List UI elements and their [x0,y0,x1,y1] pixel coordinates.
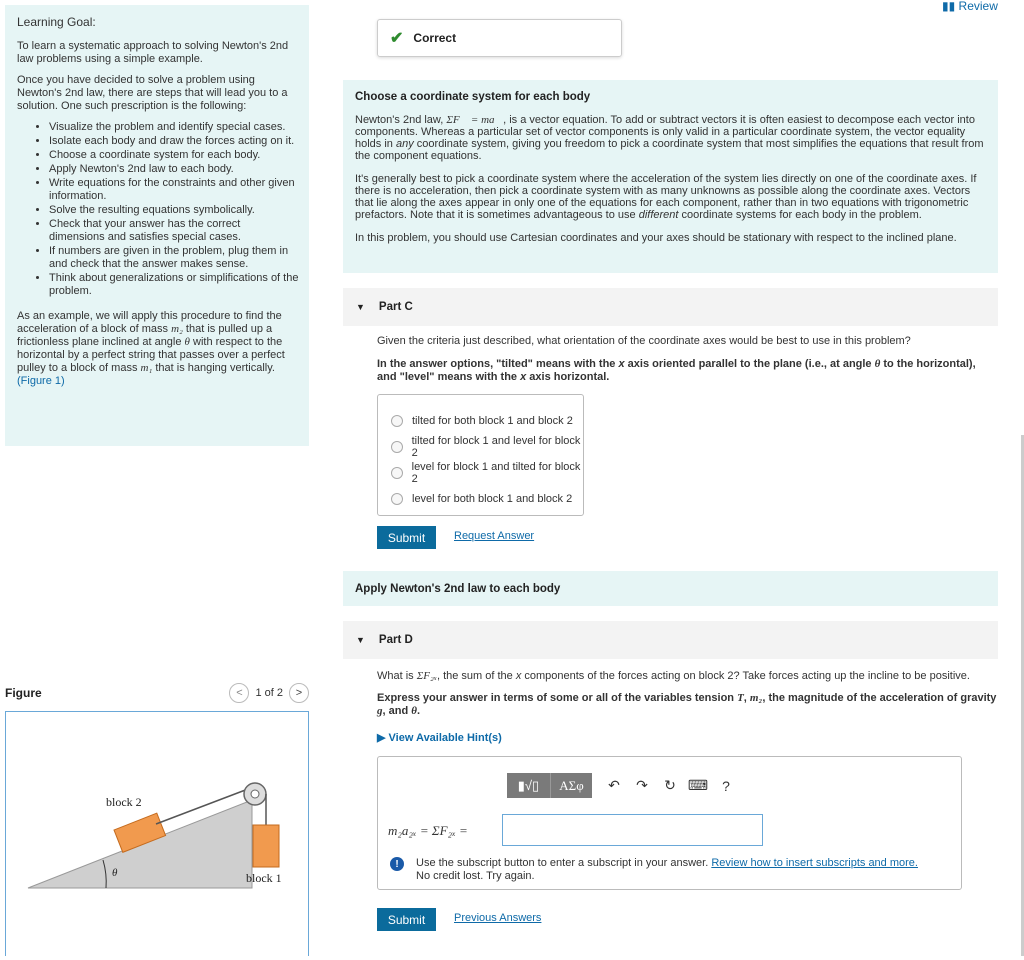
coordinate-info-p1 [355,114,988,162]
learning-goal-example [17,310,299,388]
text: components of the forces acting on block 2? Take forces acting up the incline to be positive. [521,670,970,682]
list-item: • Think about generalizations or simplifications of the problem. [49,272,299,298]
coordinate-info-title: Choose a coordinate system for each body [355,91,591,103]
emphasis: different [638,209,679,221]
equation-label: m₂a₂ₓ = ΣF₂ₓ = [388,823,468,838]
correct-label: Correct [413,31,457,45]
correct-banner [377,19,622,57]
text: . [416,705,421,717]
option-label: tilted for both block 1 and block 2 [412,415,573,427]
part-d-submit-button[interactable]: Submit [377,908,436,931]
reset-icon[interactable]: ↻ [664,777,676,793]
x-symbol: x [618,358,625,370]
incline-diagram [6,712,308,957]
chevron-left-icon[interactable]: < [229,683,249,703]
tension-symbol: T [737,692,744,704]
m2-symbol: m₂ [171,323,183,335]
apply-newton-header: Apply Newton's 2nd law to each body [343,571,998,606]
emphasis: any [395,138,414,150]
symbols-button[interactable]: ΑΣφ [551,773,592,798]
list-item: • Apply Newton's 2nd law to each body. [49,163,299,176]
m2-symbol: m₂ [749,692,763,704]
caret-down-icon: ▼ [356,302,365,312]
alert-icon: ! [390,857,404,871]
part-c-header[interactable] [343,288,998,326]
text: Express your answer in terms of some or all of the variables tension [377,692,738,704]
part-c-options [377,394,584,516]
sum-f2x-symbol: ΣF₂ₓ [416,670,437,682]
subscript-help-link[interactable]: Review how to insert subscripts and more. [711,857,918,869]
text: In the answer options, "tilted" means with the [377,358,619,370]
part-c-submit-button[interactable]: Submit [377,526,436,549]
coordinate-info-p2 [355,173,988,221]
text: axis oriented parallel to the plane (i.e., at angle [624,358,875,370]
text: It's generally best to pick a coordinate system where the acceleration of the system lies directly on one of the coordinate axes. If there is no acceleration, then pick a coordinate system with as many unknowns as possible along the coordinate axes. Vectors that lie along the axes appear in only one of the equations for each component, rather than in two equations with trigonometric prefactors. Note that it is sometimes advantageous to use [355,173,977,221]
redo-icon[interactable]: ↷ [636,777,648,793]
list-item: • If numbers are given in the problem, plug them in and check that the answer makes sense. [49,245,299,271]
templates-button[interactable]: ▮√▯ [507,773,551,798]
previous-answers-link[interactable]: Previous Answers [454,912,542,924]
part-d-header[interactable] [343,621,998,659]
g-symbol: g [377,705,383,717]
option-label: level for both block 1 and block 2 [412,493,573,505]
undo-icon[interactable]: ↶ [608,777,620,793]
list-item: • Write equations for the constraints and other given information. [49,177,299,203]
part-d-instructions [377,692,997,718]
part-d-label: Part D [378,634,413,646]
text: coordinate systems for each body in the problem. [678,209,922,221]
figure-link[interactable]: (Figure 1) [17,375,65,387]
request-answer-link[interactable]: Request Answer [454,530,535,542]
option-label: level for block 1 and tilted for block 2 [411,461,581,485]
text: , [743,692,750,704]
view-hints-toggle[interactable] [377,731,502,744]
learning-goal-title: Learning Goal: [17,15,96,29]
coordinate-info-panel [343,80,998,273]
list-item: • Choose a coordinate system for each body. [49,149,299,162]
review-link[interactable] [942,0,998,13]
text: , the magnitude of the acceleration of gravity [762,692,997,704]
example-text: with respect to the horizontal by a perfect string that passes over a perfect pulley to a block of mass [17,336,285,374]
radio-button[interactable] [391,441,403,453]
feedback-line: Use the subscript button to enter a subscript in your answer. [416,857,709,869]
figure-pager [229,683,309,703]
feedback-line: No credit lost. Try again. [416,870,535,882]
steps-list [49,121,299,298]
checkmark-icon: ✔ [390,30,404,47]
figure-panel [5,711,309,956]
chevron-right-icon[interactable]: > [289,683,309,703]
part-c-label: Part C [378,301,413,313]
block-2-label: block 2 [106,795,142,809]
text: , and [382,705,412,717]
theta-symbol: θ [411,705,417,717]
radio-button[interactable] [391,467,403,479]
list-item: • Isolate each body and draw the forces acting on it. [49,135,299,148]
pulley-axle [251,790,259,798]
feedback-message [390,857,918,883]
example-text: that is hanging vertically. [152,362,275,374]
text: What is [377,670,417,682]
example-text: As an example, we will apply this procedure to find the acceleration of a block of mass [17,310,282,335]
text: , is a vector equation. To add or subtract vectors it is often easiest to decompose each vector into components. Whereas a particular set of vector components is only valid in a particular coordinate system, the vector equality holds in [355,114,975,150]
radio-button[interactable] [391,493,403,505]
example-text: that is pulled up a frictionless plane inclined at angle [17,323,273,348]
text: axis horizontal. [526,371,610,383]
x-symbol: x [520,371,527,383]
figure-page-count: 1 of 2 [255,687,283,699]
figure-header [5,686,309,708]
coordinate-info-p3: In this problem, you should use Cartesian coordinates and your axes should be stationary with respect to the inclined plane. [355,232,957,244]
learning-goal-panel [5,5,309,446]
option-tilted-both[interactable] [378,408,583,434]
learning-goal-prescription: Once you have decided to solve a problem using Newton's 2nd law, there are steps that will lead you to a solution. One such prescription is the following: [17,74,288,112]
option-level-tilted[interactable] [378,460,583,486]
answer-box [377,756,962,890]
part-d-question [377,670,997,683]
text: to the horizontal), and "level" means with the [377,358,976,383]
option-tilted-level[interactable] [378,434,583,460]
part-c-instructions [377,358,997,384]
book-icon: ▮▮ [942,0,959,13]
list-item: • Visualize the problem and identify special cases. [49,121,299,134]
theta-symbol: θ [184,336,190,348]
block-1 [253,825,279,867]
option-level-both[interactable] [378,486,583,512]
feedback-text [416,857,918,883]
text: Newton's 2nd law, [355,114,447,126]
block-1-label: block 1 [246,871,282,885]
option-label: tilted for block 1 and level for block 2 [411,435,581,459]
caret-down-icon: ▼ [356,635,365,645]
list-item: • Check that your answer has the correct dimensions and satisfies special cases. [49,218,299,244]
x-symbol: x [515,670,522,682]
math-toolbar [507,773,740,798]
theta-label: θ [112,867,118,879]
figure-title: Figure [5,686,42,700]
learning-goal-intro: To learn a systematic approach to solving Newton's 2nd law problems using a simple example. [17,40,289,65]
text: , the sum of the [436,670,516,682]
keyboard-icon[interactable]: ⌨ [687,777,709,793]
review-label: Review [958,0,998,13]
newton-equation: ΣF⃗ = ma⃗ [446,114,504,126]
hint-label: View Available Hint(s) [388,732,502,744]
part-c-question: Given the criteria just described, what orientation of the coordinate axes would be best to use in this problem? [377,335,911,347]
text: coordinate system, giving you freedom to pick a coordinate system that most simplifies the equations that result from the component equations. [355,138,984,162]
help-icon[interactable]: ? [722,777,730,794]
answer-input[interactable] [502,814,763,846]
list-item: • Solve the resulting equations symbolically. [49,204,299,217]
radio-button[interactable] [391,415,403,427]
theta-symbol: θ [874,358,881,370]
caret-right-icon: ▶ [377,732,389,744]
m1-symbol: m₁ [140,362,153,374]
